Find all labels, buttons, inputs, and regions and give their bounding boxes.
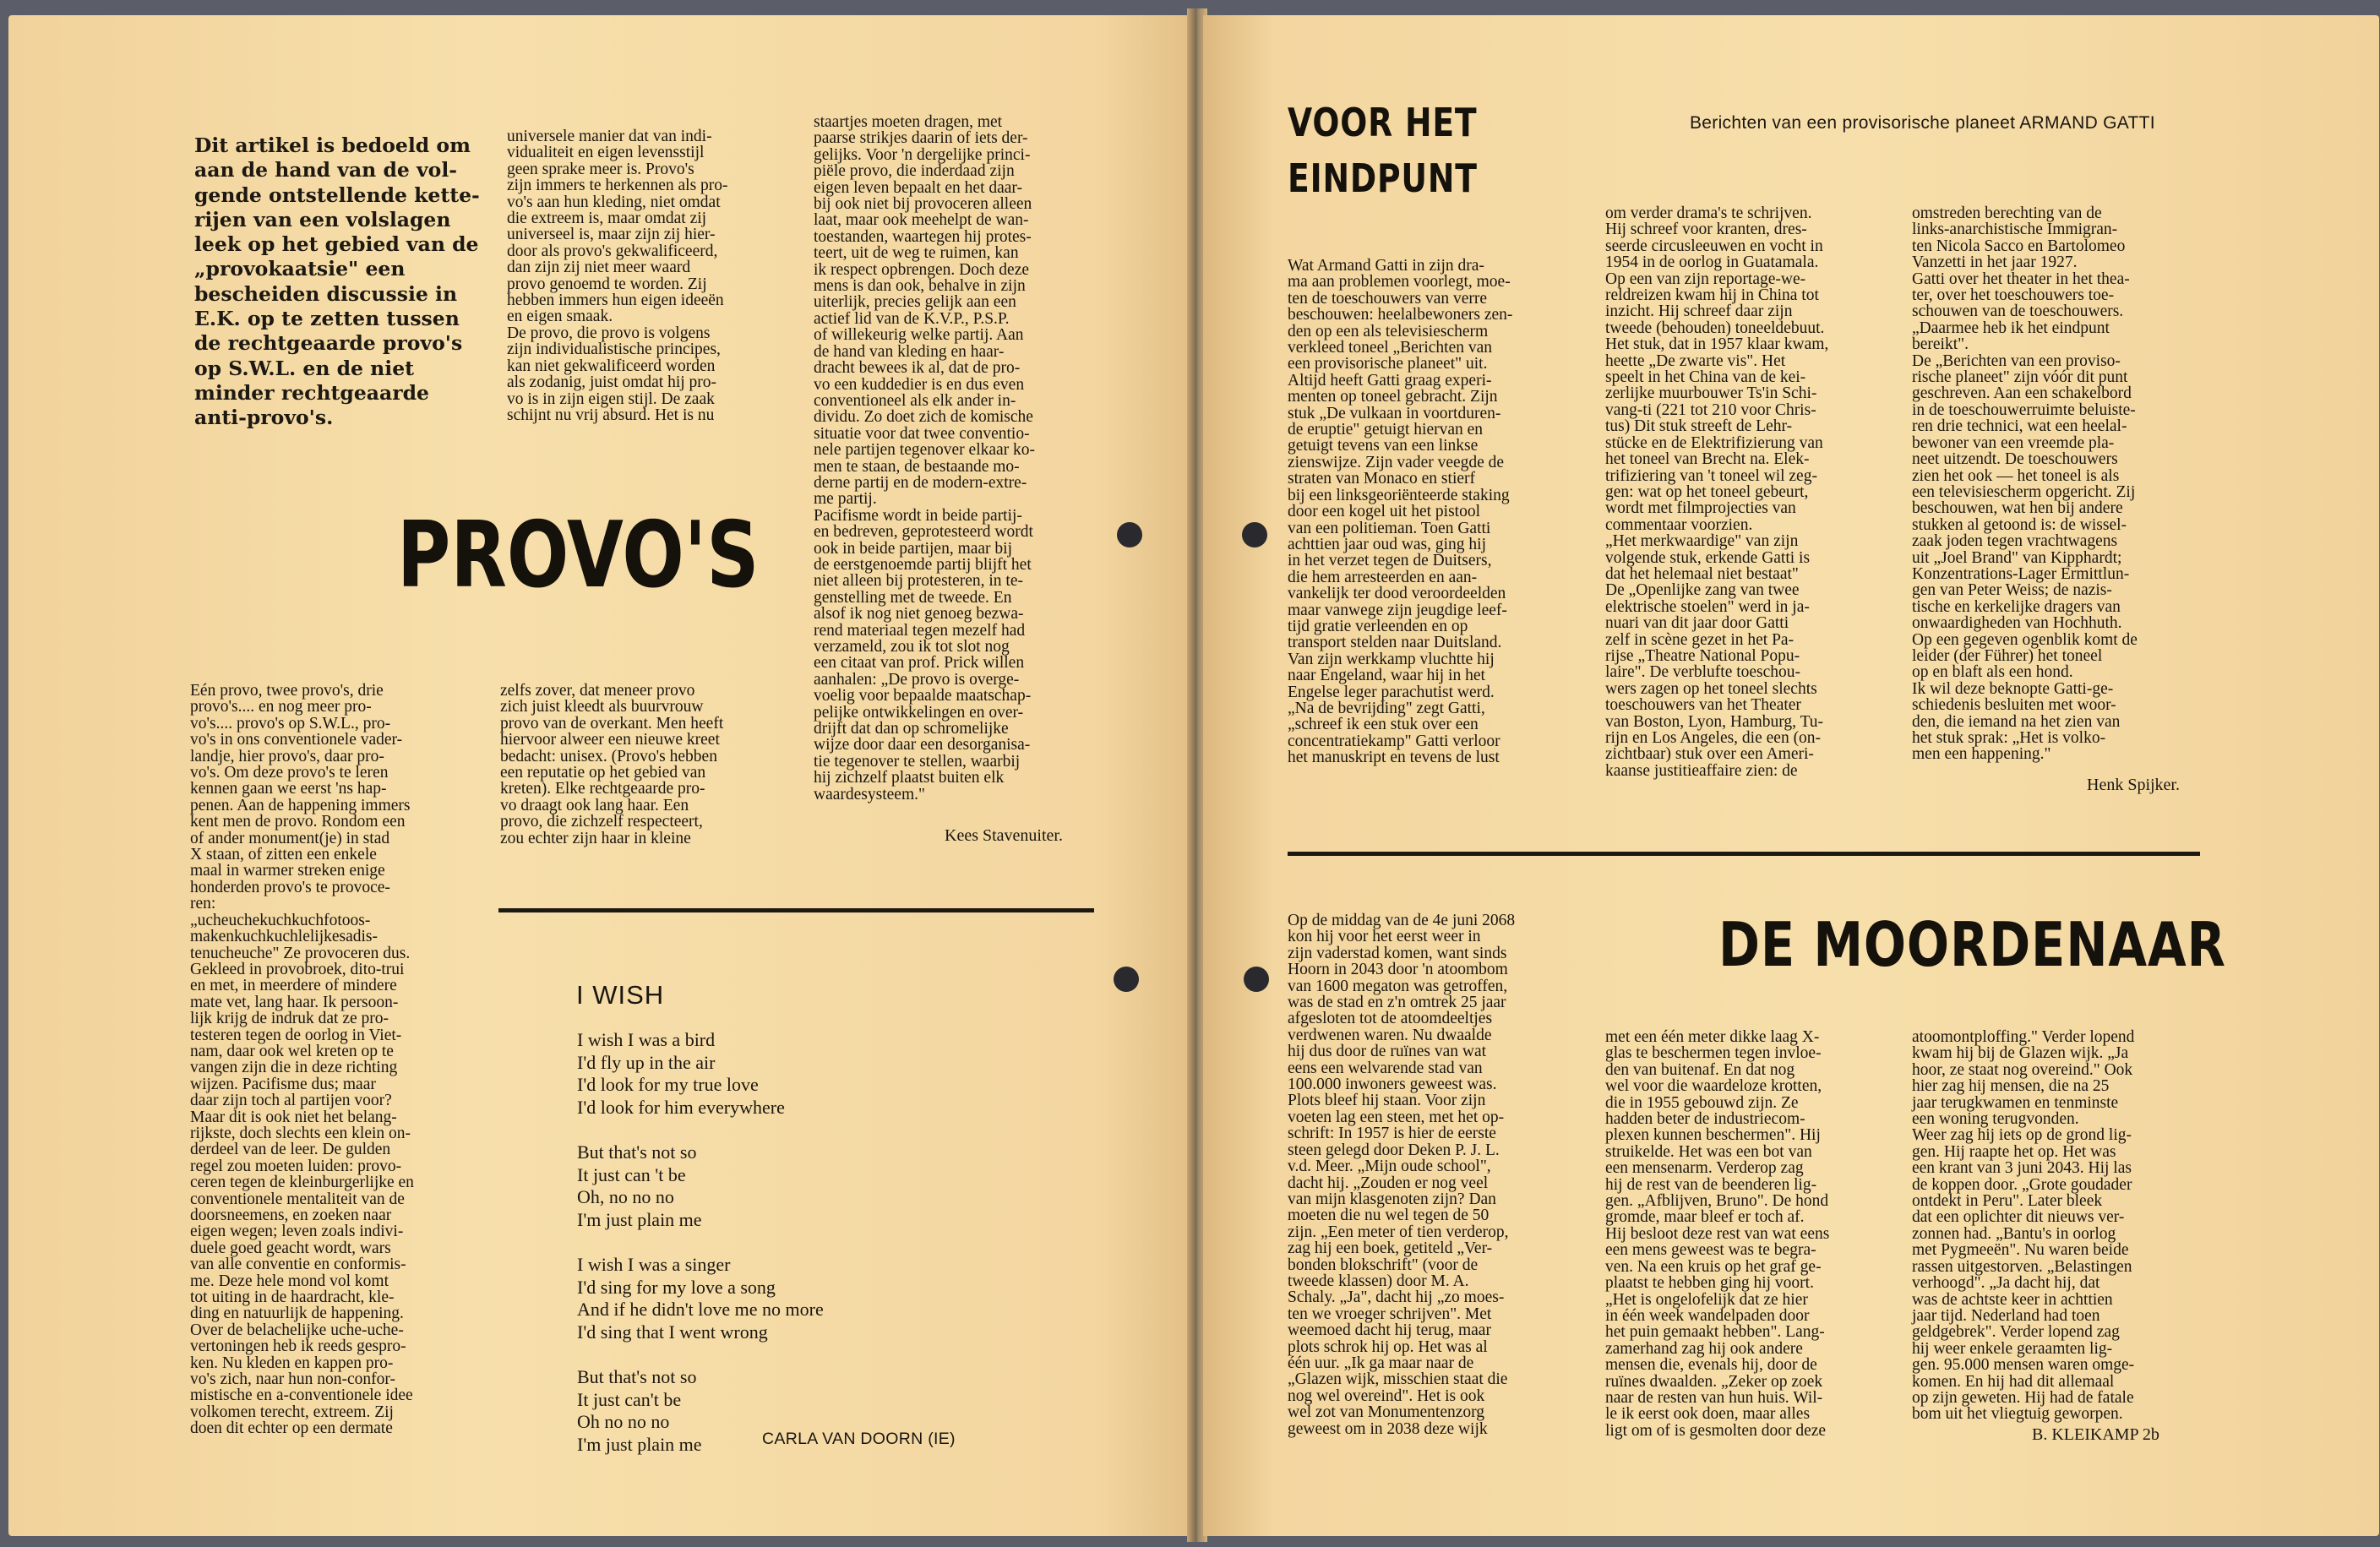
punch-hole-left-top	[1117, 522, 1142, 547]
poem-stanza-4: But that's not so It just can't be Oh no no no I'm just plain me	[577, 1366, 702, 1455]
punch-hole-right-top	[1242, 522, 1267, 547]
poem-title: I WISH	[576, 980, 665, 1010]
gatti-signature: Henk Spijker.	[2087, 776, 2180, 794]
gatti-header-line: Berichten van een provisorische planeet ARMAND GATTI	[1690, 113, 2155, 133]
poem-divider	[498, 908, 1094, 912]
moordenaar-column-1: Op de middag van de 4e juni 2068 kon hij voor het eerst weer in zijn vaderstad komen, want sinds Hoorn in 2043 door 'n atoombom van 1600 megaton was getroffen, was de stad en z'n omtrek 25 jaar afgesloten tot de atoomdeeltjes verdwenen waren. Nu dwaalde hij dus door de ruïnes van wat eens een welvarende stad van 100.000 inwoners geweest was. Plots bleef hij staan. Voor zijn voeten lag een steen, met het op- schrift: In 1957 is hier de eerste steen gelegd door Deken P. J. L. v.d. Meer. „Mijn oude school", dacht hij. „Zouden er nog veel van mijn klasgenoten zijn? Dan moeten die nu wel tegen de 50 zijn. „Een meter of tien verderop, zag hij een boek, getiteld „Ver- bonden blokschrift" (voor de tweede klassen) door M. A. Schaly. „Ja", dacht hij „zo moes- ten we vroeger schrijven". Met weemoed dacht hij terug, maar plots schrok hij op. Het was al één uur. „Ik ga maar naar de „Glazen wijk, misschien staat die nog wel overeind". Het is ook wel zot van Monumentenzorg geweest om in 2038 deze wijk	[1288, 912, 1516, 1438]
provos-column-1: Eén provo, twee provo's, drie provo's.... en nog meer pro- vo's.... provo's op S.W.L., pro- vo's in ons conventionele vader- landje, hier provo's, daar pro- vo's. Om deze provo's te leren kennen gaan we eerst 'ns hap- penen. Aan de happening immers kent men de provo. Rondom een of ander monument(je) in stad X staan, of zitten een enkele maal in warmer streken enige honderden provo's te provoce- ren: „ucheuchekuchkuchfotoos- makenkuchkuchlelijkesadis- tenucheuche" Ze provoceren dus. Gekleed in provobroek, dito-trui en met, in meerdere of mindere mate vet, lang haar. Ik persoon- lijk krijg de indruk dat ze pro- testeren tegen de oorlog in Viet- nam, daar ook wel kreten op te vangen zijn die in deze richting wijzen. Pacifisme dus; maar daar zijn toch al partijen voor? Maar dit is ook niet het belang- rijkste, doch slechts een klein on- derdeel van de leer. De gulden regel zou moeten luiden: provo- ceren tegen de kleinburgerlijke en conventionele mentaliteit van de doorsneemens, en zoeken naar eigen wegen; leven zoals indivi- duele goed geacht wordt, wars van alle conventie en conformis- me. Deze hele mond vol komt tot uiting in de haardracht, kle- ding en natuurlijk de happening. Over de belachelijke uche-uche- vertoningen heb ik reeds gespro- ken. Nu kleden en kappen pro- vo's zich, naar hun non-confor- mistische en a-conventionele idee volkomen terecht, extreem. Zij doen dit echter op een dermate	[190, 682, 414, 1438]
punch-hole-right-bottom	[1244, 967, 1269, 992]
provos-headline: PROVO'S	[397, 503, 760, 608]
poem-body	[577, 1029, 1016, 1479]
moordenaar-column-3: atoomontploffing." Verder lopend kwam hij bij de Glazen wijk. „Ja hoor, ze staat nog overeind." Ook hier zag hij mensen, die na 25 jaar terugkwamen en tenminste een woning terugvonden. Weer zag hij iets op de grond lig- gen. Hij raapte het op. Het was een krant van 3 juni 2043. Hij las de koppen door. „Grote goudader ontdekt in Peru". Later bleek dat een oplichter dit nieuws ver- zonnen had. „Bantu's in oorlog met Pygmeeën". Nu waren beide rassen uitgestorven. „Belastingen verhoogd". „Ja dacht hij, dat was de achtste keer in achttien jaar tijd. Nederland had toen geldgebrek". Verder lopend zag hij weer enkele geraamten lig- gen. 95.000 mensen waren omge- komen. En hij had dit allemaal op zijn geweten. Hij had de fatale bom uit het vliegtuig geworpen.	[1912, 1028, 2135, 1424]
gatti-headline: VOOR HET EINDPUNT	[1288, 100, 1478, 201]
provos-column-3: staartjes moeten dragen, met paarse strikjes daarin of iets der- gelijks. Voor 'n dergelijke princi- piële provo, die inderdaad zijn eigen leven bepaalt en het daar- bij ook niet bij provoceren alleen laat, maar ook meehelpt de wan- toestanden, waartegen hij protes- teert, uit de weg te ruimen, kan ik respect opbrengen. Doch deze mens is dan ook, behalve in zijn uiterlijk, precies gelijk aan een actief lid van de K.V.P., P.S.P. of willekeurig welke partij. Aan de hand van kleding en haar- dracht bewees ik al, dat de pro- vo een kuddedier is en dus even conventioneel als elk ander in- dividu. Zo doet zich de komische situatie voor dat twee conventio- nele partijen tegenover elkaar ko- men te staan, de bestaande mo- derne partij en de modern-extre- me partij. Pacifisme wordt in beide partij- en bedreven, geprotesteerd wordt ook in beide partijen, maar bij de eerstgenoemde partij blijft het niet alleen bij protesteren, in te- genstelling met de tweede. En alsof ik nog niet genoeg bezwa- rend materiaal tegen mezelf had verzameld, zou ik tot slot nog een citaat van prof. Prick willen aanhalen: „De provo is overge- voelig voor bepaalde maatschap- pelijke ontwikkelingen en over- drijft dat dan op schromelijke wijze door daar een desorganisa- tie tegenover te stellen, waarbij hij zichzelf plaatst buiten elk waardesysteem."	[814, 113, 1036, 803]
provos-column-2-bottom: zelfs zover, dat meneer provo zich juist kleedt als buurvrouw provo van de overkant. Men heeft hiervoor alweer een nieuwe kreet bedacht: unisex. (Provo's hebben een reputatie op het gebied van kreten). Elke rechtgeaarde pro- vo draagt ook lang haar. Een provo, die zichzelf respecteert, zou echter zijn haar in kleine	[500, 682, 724, 847]
moordenaar-signature: B. KLEIKAMP 2b	[2032, 1425, 2159, 1444]
punch-hole-left-bottom	[1114, 967, 1139, 992]
provos-column-2-top: universele manier dat van indi- vidualiteit en eigen levensstijl geen sprake meer is. Provo's zijn immers te herkennen als pro- vo's aan hun kleding, niet omdat die extreem is, maar omdat zij universeel is, maar zijn zij hier- door als provo's gekwalificeerd, dan zijn zij niet meer waard provo genoemd te worden. Zij hebben immers hun eigen ideeën en eigen smaak. De provo, die provo is volgens zijn individualistische principes, kan niet gekwalificeerd worden als zodanig, juist omdat hij pro- vo is in zijn eigen stijl. De zaak schijnt nu vrij absurd. Het is nu	[507, 128, 728, 424]
provos-signature: Kees Stavenuiter.	[945, 826, 1063, 845]
moordenaar-divider	[1288, 852, 2200, 856]
poem-byline: CARLA VAN DOORN (IE)	[762, 1430, 956, 1448]
gatti-column-2: om verder drama's te schrijven. Hij schreef voor kranten, dres- seerde circusleeuwen en vocht in 1954 in de oorlog in Guatamala. Op een van zijn reportage-we- reldreizen kwam hij in China tot inzicht. Hij schreef daar zijn tweede (behouden) toneeldebuut. Het stuk, dat in 1957 klaar kwam, heette „De zwarte vis". Het speelt in het China van de kei- zerlijke muurbouwer Ts'in Schi- vang-ti (221 tot 210 voor Chris- tus) Dit stuk streeft de Lehr- stücke en de Elektrifizierung van het toneel van Brecht na. Elek- trifiziering van 't toneel wil zeg- gen: wat op het toneel gebeurt, wordt met filmprojecties van commentaar voorzien. „Het merkwaardige" van zijn volgende stuk, erkende Gatti is dat het helemaal niet bestaat" De „Openlijke zang van twee elektrische stoelen" werd in ja- nuari van dit jaar door Gatti zelf in scène gezet in het Pa- rijse „Theatre National Popu- laire". De verblufte toeschou- wers zagen op het toneel slechts toeschouwers van het Theater van Boston, Lyon, Hamburg, Tu- rijn en Los Angeles, die een (on- zichtbaar) stuk over een Ameri- kaanse justitieaffaire zien: de	[1605, 204, 1829, 780]
poem-stanza-2: But that's not so It just can 't be Oh, no no no I'm just plain me	[577, 1141, 702, 1230]
moordenaar-headline: DE MOORDENAAR	[1718, 909, 2226, 980]
poem-stanza-1: I wish I was a bird I'd fly up in the air I'd look for my true love I'd look for him everywhere	[577, 1029, 785, 1118]
gatti-column-1: Wat Armand Gatti in zijn dra- ma aan problemen voorlegt, moe- ten de toeschouwers van verre beschouwen: heelalbewoners zen- den op een als televisiescherm verkleed toneel „Berichten van een provisorische planeet" uit. Altijd heeft Gatti graag experi- menten op toneel gebracht. Zijn stuk „De vulkaan in voortduren- de eruptie" getuigt hiervan en getuigt tevens van een linkse zienswijze. Zijn vader veegde de straten van Monaco en stierf bij een linksgeoriënteerde staking door een kogel uit het pistool van een politieman. Toen Gatti achttien jaar oud was, ging hij in het verzet tegen de Duitsers, die hem arresteerden en aan- vankelijk ter dood veroordeelden maar vanwege zijn jeugdige leef- tijd gratie verleenden en op transport stelden naar Duitsland. Van zijn werkkamp vluchtte hij naar Engeland, waar hij in het Engelse leger parachutist werd. „Na de bevrijding" zegt Gatti, „schreef ik een stuk over een concentratiekamp" Gatti verloor het manuskript en tevens de lust	[1288, 257, 1513, 767]
poem-stanza-3: I wish I was a singer I'd sing for my love a song And if he didn't love me no more I'd sing that I went wrong	[577, 1254, 824, 1343]
moordenaar-column-2: met een één meter dikke laag X- glas te beschermen tegen invloe- den van buitenaf. En dat nog wel voor die waardeloze krotten, die in 1955 gebouwd zijn. Ze hadden beter de industriecom- plexen kunnen beschermen". Hij struikelde. Het was een bot van een mensenarm. Verderop zag hij de rest van de beenderen lig- gen. „Afblijven, Bruno". De hond gromde, maar bleef er toch af. Hij besloot deze rest van wat eens een mens geweest was te begra- ven. Na een kruis op het graf ge- plaatst te hebben ging hij voort. „Het is ongelofelijk dat ze hier in één week wandelpaden door het puin gemaakt hebben". Lang- zamerhand zag hij ook andere mensen die, evenals hij, door de ruïnes dwaalden. „Zeker op zoek naar de resten van hun huis. Wil- le ik eerst ook doen, maar alles ligt om of is gesmolten door deze	[1605, 1028, 1830, 1440]
intro-text: Dit artikel is bedoeld om aan de hand van de vol- gende ontstellende kette- rijen van een volslagen leek op het gebied van de „provokaatsie" een bescheiden discussie in E.K. op te zetten tussen de rechtgeaarde provo's op S.W.L. en de niet minder rechtgeaarde anti-provo's.	[194, 133, 480, 430]
gatti-column-3: omstreden berechting van de links-anarchistische Immigran- ten Nicola Sacco en Bartolomeo Vanzetti in het jaar 1927. Gatti over het theater in het thea- ter, over het toeschouwers toe- schouwen van de toeschouwers. „Daarmee heb ik het eindpunt bereikt". De „Berichten van een proviso- rische planeet" zijn vóór dit punt geschreven. Aan een schakelbord in de toeschouwerruimte beluiste- ren drie technici, wat een heelal- bewoner van een vreemde pla- neet uitzendt. De toeschouwers zien het ook — het toneel is als een televisiescherm opgericht. Zij beschouwen, wat hen bij andere stukken al getoond is: de wissel- zaak joden tegen vrachtwagens uit „Joel Brand" van Kipphardt; Konzentrations-Lager Ermittlun- gen van Peter Weiss; de nazis- tische en kerkelijke dragers van onwaardigheden van Hochhuth. Op een gegeven ogenblik komt de leider (der Führer) het toneel op en blaft als een hond. Ik wil deze beknopte Gatti-ge- schiedenis besluiten met woor- den, die iemand na het zien van het stuk sprak: „Het is volko- men een happening."	[1912, 204, 2138, 764]
